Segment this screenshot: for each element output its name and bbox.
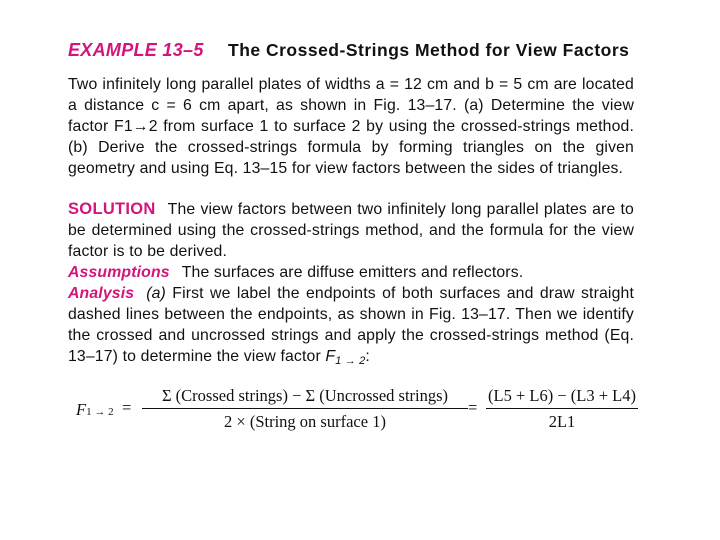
- solution-section: [68, 199, 634, 372]
- problem-text: Two infinitely long parallel plates of widths a = 12 cm and b = 5 cm are located a distance c = 6 cm apart, as shown in Fig. 13–17. (a) Determine the view factor F1→2 from surface 1 to surface 2 by using the crossed-strings method. (b) Derive the crossed-strings formula by forming triangles on the given geometry and using Eq. 13–15 for view factors between the sides of triangles.: [68, 76, 634, 177]
- equation-lhs: [76, 400, 114, 420]
- solution-paragraph: [68, 199, 634, 262]
- analysis-paragraph: [68, 283, 634, 372]
- assumptions-text: The surfaces are diffuse emitters and reflectors.: [181, 264, 524, 281]
- analysis-part-tag: (a): [146, 285, 166, 302]
- assumptions-paragraph: [68, 262, 634, 283]
- analysis-colon: :: [365, 348, 370, 365]
- fraction-general-numerator: Σ (Crossed strings) − Σ (Uncrossed strings): [142, 386, 468, 409]
- fraction-general-denominator: 2 × (String on surface 1): [224, 412, 386, 431]
- fraction-lengths: [486, 386, 638, 432]
- assumptions-label: Assumptions: [68, 264, 170, 281]
- fraction-general: [142, 386, 468, 432]
- equals-sign-1: =: [122, 398, 132, 417]
- fraction-lengths-denominator: 2L1: [548, 412, 576, 431]
- equation-lhs-symbol: F: [76, 400, 87, 419]
- equals-sign-2: =: [468, 398, 478, 417]
- solution-label: SOLUTION: [68, 200, 156, 218]
- example-title: The Crossed-Strings Method for View Factors: [228, 40, 630, 60]
- crossed-strings-equation: [76, 386, 636, 438]
- example-header: [68, 40, 648, 64]
- example-label: EXAMPLE 13–5: [68, 40, 204, 60]
- solution-text: The view factors between two infinitely long parallel plates are to be determined using the crossed-strings method, and the formula for the view factor is to be derived.: [68, 201, 634, 260]
- analysis-text: First we label the endpoints of both surfaces and draw straight dashed lines between the endpoints, as shown in Fig. 13–17. Then we identify the crossed and uncrossed strings and apply the crossed-strings method (Eq. 13–17) to determine the view factor: [68, 285, 634, 365]
- problem-statement: [68, 74, 634, 179]
- fraction-lengths-numerator: (L5 + L6) − (L3 + L4): [486, 386, 638, 409]
- equation-lhs-subscript: 1 → 2: [86, 406, 114, 418]
- view-factor-symbol: F: [325, 348, 336, 365]
- analysis-label: Analysis: [68, 285, 135, 302]
- view-factor-subscript: 1 → 2: [335, 355, 366, 367]
